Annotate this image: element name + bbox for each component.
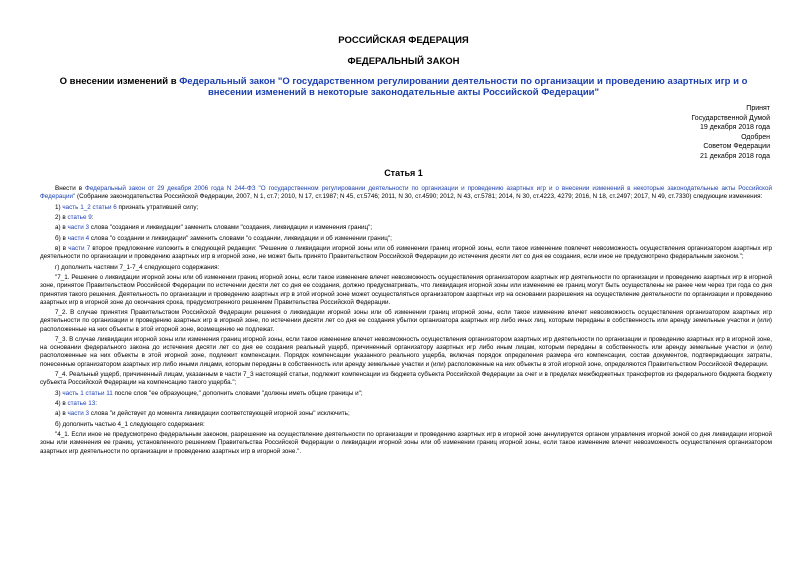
paragraph xyxy=(40,245,772,261)
paragraph xyxy=(40,204,772,212)
text: а) в xyxy=(55,410,68,418)
approved-date: 21 декабря 2018 года xyxy=(699,152,770,160)
doc-type-heading: ФЕДЕРАЛЬНЫЙ ЗАКОН xyxy=(347,56,460,67)
text: слова "создания и ликвидации" заменить словами "создания, ликвидации и изменения границ"; xyxy=(89,224,373,232)
country-heading: РОССИЙСКАЯ ФЕДЕРАЦИЯ xyxy=(338,35,469,46)
text: слова "и действует до момента ликвидации соответствующей игорной зоны" исключить; xyxy=(89,410,350,418)
paragraph xyxy=(40,224,772,232)
text: 2) в xyxy=(55,213,68,221)
text: 1) xyxy=(55,203,63,211)
text: 4) в xyxy=(55,399,68,407)
accepted-label: Принят xyxy=(746,105,770,112)
article-link[interactable]: статье 9 xyxy=(67,213,92,221)
paragraph: 7_2. В случае принятия Правительством Российской Федерации решения о ликвидации игорной зоны или об изменении границ игорной зоны, если такое изменение влечет невозможность осуществления организатором азартных игр деятельности по организации и проведению азартных игр в игорной зоне, по истечении десяти лет со дня ее создания убытки организатора азартных игр либо иных лиц, которым переданы в собственность или аренду земельные участки и (или) расположенные на них объекты в этой игорной зоне, возмещению не подлежат. xyxy=(40,309,772,333)
law-title-link[interactable]: Федеральный закон "О государственном регулировании деятельности по организации и проведению азартных игр и о внесении изменений в некоторые законодательные акты Российской Федерации" xyxy=(179,76,748,98)
text: второе предложение изложить в следующей редакции: "Решение о ликвидации игорной зоны или об изменении границ игорной зоны, если такое изменение повлечет невозможность осуществления организатором азартных игр деятельности по организации и проведению азартных игр в игорной зоне, не может быть принято Правительством Российской Федерации до истечения десяти лет со дня ее создания, если иное не предусмотрено федеральным законом."; xyxy=(40,245,772,261)
part-link[interactable]: части 4 xyxy=(67,234,90,242)
part-link[interactable]: части 7 xyxy=(68,245,91,253)
paragraph: "7_1. Решение о ликвидации игорной зоны или об изменении границ игорной зоны, если такое изменение влечет невозможность осуществления организатором азартных игр деятельности по организации и проведению азартных игр в игорной зоне, принятое Правительством Российской Федерации по истечении десяти лет со дня ее создания, должно предусматривать, что ликвидация игорной зоны или изменение ее границ могут быть осуществлены не ранее чем через три года со дня принятия такого решения. Деятельность по организации и проведению азартных игр в этой игорной зоне может осуществляться организатором азартных игр на основании разрешения на осуществление деятельности по организации и проведению азартных игр в игорной зоне до окончания срока, предусмотренного решением Правительства Российской Федерации. xyxy=(40,274,772,306)
article-body xyxy=(40,185,772,458)
paragraph xyxy=(40,400,772,408)
paragraph: г) дополнить частями 7_1-7_4 следующего содержания: xyxy=(55,263,220,271)
paragraph: 7_4. Реальный ущерб, причиненный лицам, указанным в части 7_3 настоящей статьи, подлежит компенсации из бюджета субъекта Российской Федерации за счет и в пределах межбюджетных трансфертов из федерального бюджета бюджету субъекта Российской Федерации на компенсацию такого ущерба."; xyxy=(40,370,772,387)
accepted-date: 19 декабря 2018 года xyxy=(699,124,770,132)
article-title: Статья 1 xyxy=(384,168,423,178)
law-title-prefix: О внесении изменений в xyxy=(59,76,180,87)
part-link[interactable]: часть 1_2 статьи 6 xyxy=(62,203,117,211)
article-link[interactable]: статье 13 xyxy=(67,399,96,407)
text: в) в xyxy=(55,245,69,253)
text: признать утратившей силу; xyxy=(116,203,199,211)
paragraph: б) дополнить частью 4_1 следующего содержания: xyxy=(55,420,205,428)
paragraph: 7_3. В случае ликвидации игорной зоны или изменения границ игорной зоны, если такое изменение влечет невозможность осуществления организатором азартных игр деятельности по организации и проведению азартных игр в игорной зоне, на основании федерального закона до истечения десяти лет со дня ее создания реальный ущерб, причиненный организатору азартных игр либо иным лицам, которым переданы в собственность или аренду земельные участки и (или) расположенные на них объекты в этой игорной зоне, подлежит компенсации. Порядок компенсации указанного реального ущерба, включая порядок определения размера его компенсации, состав документов, подтверждающих затраты, понесенные организатором азартных игр либо иными лицами, которым переданы в собственность или аренду земельные участки и (или) расположенные на них объекты в этой игорной зоне, определяются Правительством Российской Федерации. xyxy=(40,335,772,368)
part-link[interactable]: часть 1 статьи 11 xyxy=(62,389,113,397)
text: 3) xyxy=(55,389,63,397)
paragraph xyxy=(40,235,772,243)
accepted-body: Государственной Думой xyxy=(691,114,770,122)
law-title xyxy=(40,76,767,98)
text: б) в xyxy=(55,234,68,242)
paragraph xyxy=(40,390,772,398)
paragraph: "4_1. Если иное не предусмотрено федеральным законом, разрешение на осуществление деятельности по организации и проведению азартных игр в игорной зоне аннулируется органом управления игорной зоной со дня ликвидации игорной зоны или изменения ее границ, установленного решением Правительства Российской Федерации о ликвидации игорной зоны или об изменении границ игорной зоны, если такое изменение влечет невозможность осуществления организатором азартных игр деятельности по организации и проведению азартных игр в игорной зоне.". xyxy=(40,431,772,455)
part-link[interactable]: части 3 xyxy=(67,410,90,418)
paragraph xyxy=(40,185,772,201)
part-link[interactable]: части 3 xyxy=(67,224,90,232)
approved-body: Советом Федерации xyxy=(703,143,770,151)
text: слова "о создании и ликвидации" заменить словами "о создании, ликвидации и об изменении границ"; xyxy=(89,234,392,242)
approved-label: Одобрен xyxy=(741,133,770,141)
text: : xyxy=(95,399,97,407)
federal-law-link[interactable]: Федеральный закон от 29 декабря 2006 года N 244-ФЗ "О государственном регулировании деятельности по организации и проведению азартных игр и о внесении изменений в некоторые законодательные акты Российской Федерации" xyxy=(40,185,772,201)
text: а) в xyxy=(55,224,68,232)
paragraph xyxy=(40,410,772,418)
text: после слов "ее образующие," дополнить словами "должны иметь общие границы и"; xyxy=(112,389,363,397)
acceptance-block xyxy=(570,104,770,162)
text: Внести в xyxy=(55,185,86,192)
paragraph xyxy=(40,214,772,222)
text: (Собрание законодательства Российской Федерации, 2007, N 1, ст.7; 2010, N 17, ст.1987; N 45, ст.5746; 2011, N 30, ст.4590; 2012, N 43, ст.5781; 2014, N 30, ст.4223, 4279; 2016, N 18, ст.2497; 2017, N 49, ст.7330) следующие изменения: xyxy=(75,193,763,201)
text: : xyxy=(91,213,94,221)
